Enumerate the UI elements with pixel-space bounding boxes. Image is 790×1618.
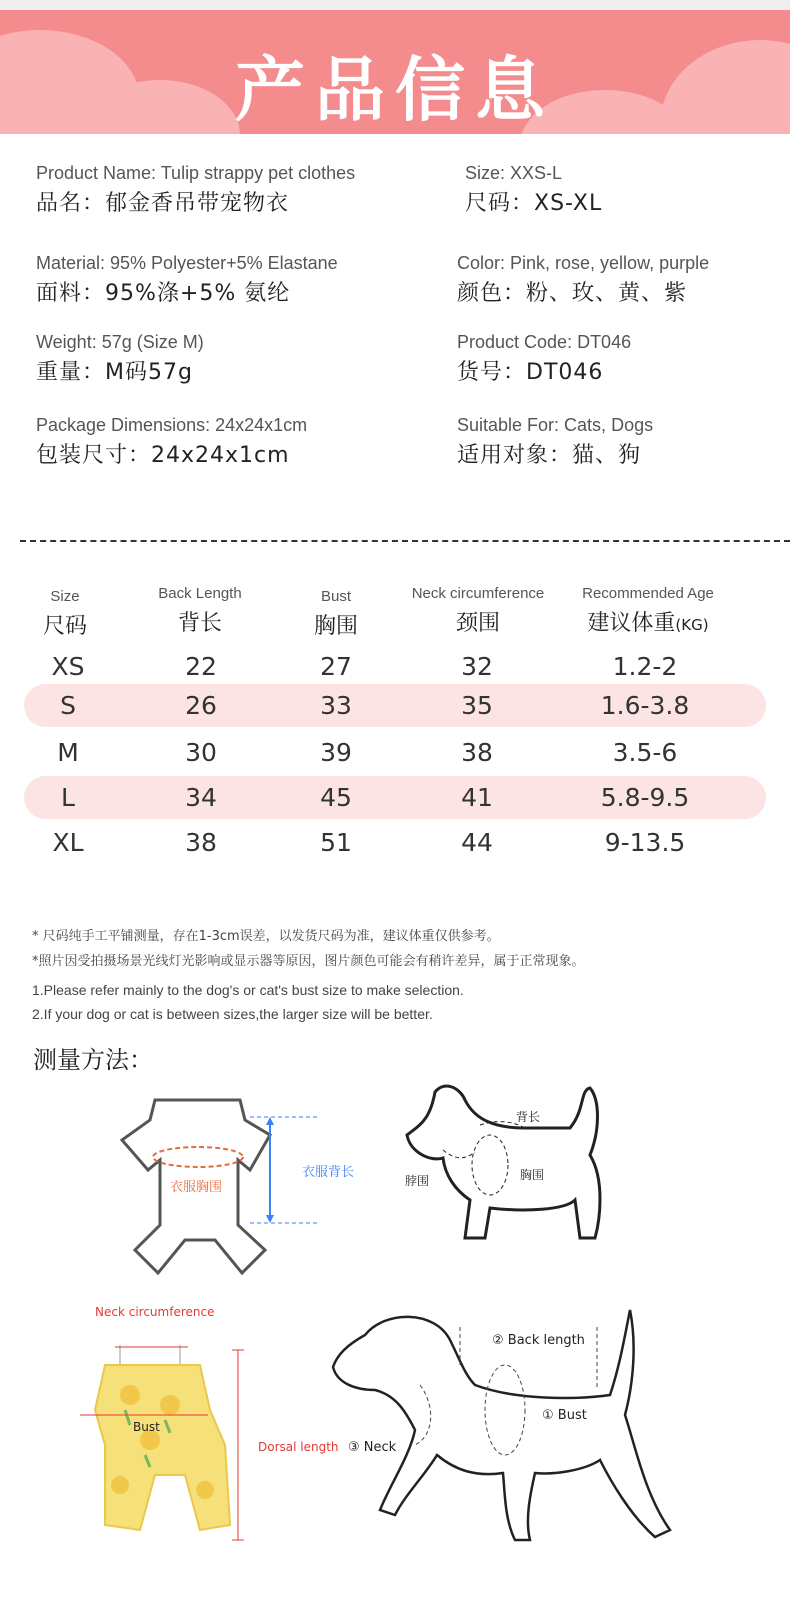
header-neck-en: Neck circumference bbox=[411, 585, 545, 602]
info-size bbox=[465, 163, 602, 217]
color-en: Color: Pink, rose, yellow, purple bbox=[457, 253, 710, 273]
header-bust bbox=[296, 588, 376, 640]
header-weight bbox=[568, 585, 728, 637]
neck-ring bbox=[415, 1385, 431, 1445]
table-cell: 22 bbox=[185, 652, 217, 681]
info-material bbox=[36, 253, 338, 307]
table-cell: L bbox=[61, 783, 75, 812]
note-en-1: 1.Please refer mainly to the dog's or cat's bust size to make selection. bbox=[32, 982, 464, 998]
garment-chest-label: 衣服胸围 bbox=[170, 1180, 223, 1195]
header-banner bbox=[0, 10, 790, 134]
header-weight-unit: (KG) bbox=[675, 616, 709, 634]
header-bust-en: Bust bbox=[320, 588, 351, 605]
table-cell: 32 bbox=[461, 652, 493, 681]
header-weight-cn-text: 建议体重 bbox=[587, 611, 676, 636]
dorsal-label: Dorsal length bbox=[258, 1440, 339, 1454]
table-cell: 51 bbox=[320, 828, 352, 857]
dog-back-label: 背长 bbox=[516, 1110, 541, 1124]
table-cell: 35 bbox=[461, 691, 493, 720]
info-code bbox=[457, 332, 631, 386]
chest-ellipse bbox=[153, 1147, 243, 1167]
note-en-2: 2.If your dog or cat is between sizes,the larger size will be better. bbox=[32, 1006, 433, 1022]
chest-ring bbox=[472, 1135, 508, 1195]
size-cn: 尺码：XS-XL bbox=[465, 191, 603, 216]
code-en: Product Code: DT046 bbox=[457, 332, 632, 352]
header-weight-en: Recommended Age bbox=[582, 585, 714, 602]
table-cell: 27 bbox=[320, 652, 352, 681]
garment-back-label: 衣服背长 bbox=[302, 1165, 355, 1180]
table-cell: 45 bbox=[320, 783, 352, 812]
table-cell: 5.8-9.5 bbox=[600, 783, 690, 812]
tulip bbox=[120, 1385, 140, 1405]
package-cn: 包装尺寸：24x24x1cm bbox=[36, 443, 290, 468]
header-weight-cn bbox=[568, 606, 728, 637]
dog-outline bbox=[407, 1086, 600, 1238]
neck-num-label: ③ Neck bbox=[348, 1440, 397, 1455]
dog-chest-label: 胸围 bbox=[520, 1168, 545, 1182]
header-back bbox=[140, 585, 260, 637]
arrow-head bbox=[266, 1215, 274, 1223]
table-cell: 34 bbox=[185, 783, 217, 812]
dog-sketch-diagram bbox=[395, 1080, 625, 1250]
table-cell: 1.6-3.8 bbox=[600, 691, 690, 720]
info-package bbox=[36, 415, 307, 469]
size-en: Size: XXS-L bbox=[465, 163, 563, 183]
bust-num-label: ① Bust bbox=[542, 1408, 587, 1423]
header-neck bbox=[396, 585, 560, 637]
table-cell: 1.2-2 bbox=[612, 652, 678, 681]
bust-ring bbox=[485, 1365, 525, 1455]
material-cn: 面料：95%涤+5% 氨纶 bbox=[36, 281, 291, 306]
suitable-cn: 适用对象：猫、狗 bbox=[457, 443, 642, 468]
dashed-divider bbox=[20, 540, 790, 542]
header-neck-cn: 颈围 bbox=[455, 611, 500, 636]
header-size-en: Size bbox=[50, 588, 80, 605]
info-weight bbox=[36, 332, 204, 386]
tulip bbox=[160, 1395, 180, 1415]
back-length-label: ② Back length bbox=[492, 1333, 585, 1348]
table-cell: XS bbox=[51, 652, 85, 681]
bust-label: Bust bbox=[133, 1420, 160, 1434]
suitable-en: Suitable For: Cats, Dogs bbox=[457, 415, 654, 435]
header-back-cn: 背长 bbox=[177, 611, 222, 636]
garment-diagram bbox=[110, 1095, 360, 1275]
table-cell: 3.5-6 bbox=[612, 738, 678, 767]
header-size bbox=[35, 588, 95, 640]
product-name-cn: 品名：郁金香吊带宠物衣 bbox=[36, 191, 290, 216]
table-cell: 9-13.5 bbox=[604, 828, 686, 857]
info-product-name bbox=[36, 163, 355, 217]
table-cell: 30 bbox=[185, 738, 217, 767]
weight-en: Weight: 57g (Size M) bbox=[36, 332, 204, 352]
header-size-cn: 尺码 bbox=[42, 614, 87, 639]
measure-title: 测量方法： bbox=[33, 1046, 153, 1074]
table-cell: M bbox=[57, 738, 79, 767]
info-color bbox=[457, 253, 709, 307]
material-en: Material: 95% Polyester+5% Elastane bbox=[36, 253, 338, 273]
header-back-en: Back Length bbox=[158, 585, 242, 602]
table-cell: 44 bbox=[461, 828, 493, 857]
header-bust-cn: 胸围 bbox=[313, 614, 358, 639]
tulip bbox=[196, 1481, 214, 1499]
top-strip bbox=[0, 0, 790, 10]
table-cell: 39 bbox=[320, 738, 352, 767]
table-cell: 41 bbox=[461, 783, 493, 812]
neck-ring bbox=[443, 1150, 475, 1158]
info-suitable bbox=[457, 415, 653, 469]
code-cn: 货号：DT046 bbox=[457, 360, 604, 385]
note-cn-2: *照片因受拍摄场景光线灯光影响或显示器等原因，图片颜色可能会有稍许差异，属于正常现象。 bbox=[32, 954, 585, 969]
note-cn-1: * 尺码纯手工平铺测量，存在1-3cm误差，以发货尺码为准，建议体重仅供参考。 bbox=[32, 929, 500, 944]
product-name-en: Product Name: Tulip strappy pet clothes bbox=[36, 163, 356, 183]
table-cell: 38 bbox=[461, 738, 493, 767]
table-cell: 38 bbox=[185, 828, 217, 857]
table-cell: XL bbox=[52, 828, 84, 857]
table-cell: 26 bbox=[185, 691, 217, 720]
color-cn: 颜色：粉、玫、黄、紫 bbox=[457, 281, 688, 306]
weight-cn: 重量：M码57g bbox=[36, 360, 193, 385]
romper-photo bbox=[60, 1325, 260, 1550]
neck-circ-label: Neck circumference bbox=[95, 1305, 215, 1319]
table-cell: 33 bbox=[320, 691, 352, 720]
banner-title: 产品信息 bbox=[235, 49, 555, 131]
arrow-head bbox=[266, 1117, 274, 1125]
table-cell: S bbox=[60, 691, 76, 720]
package-en: Package Dimensions: 24x24x1cm bbox=[36, 415, 308, 435]
dog-neck-label: 脖围 bbox=[405, 1174, 430, 1188]
tulip bbox=[111, 1476, 129, 1494]
